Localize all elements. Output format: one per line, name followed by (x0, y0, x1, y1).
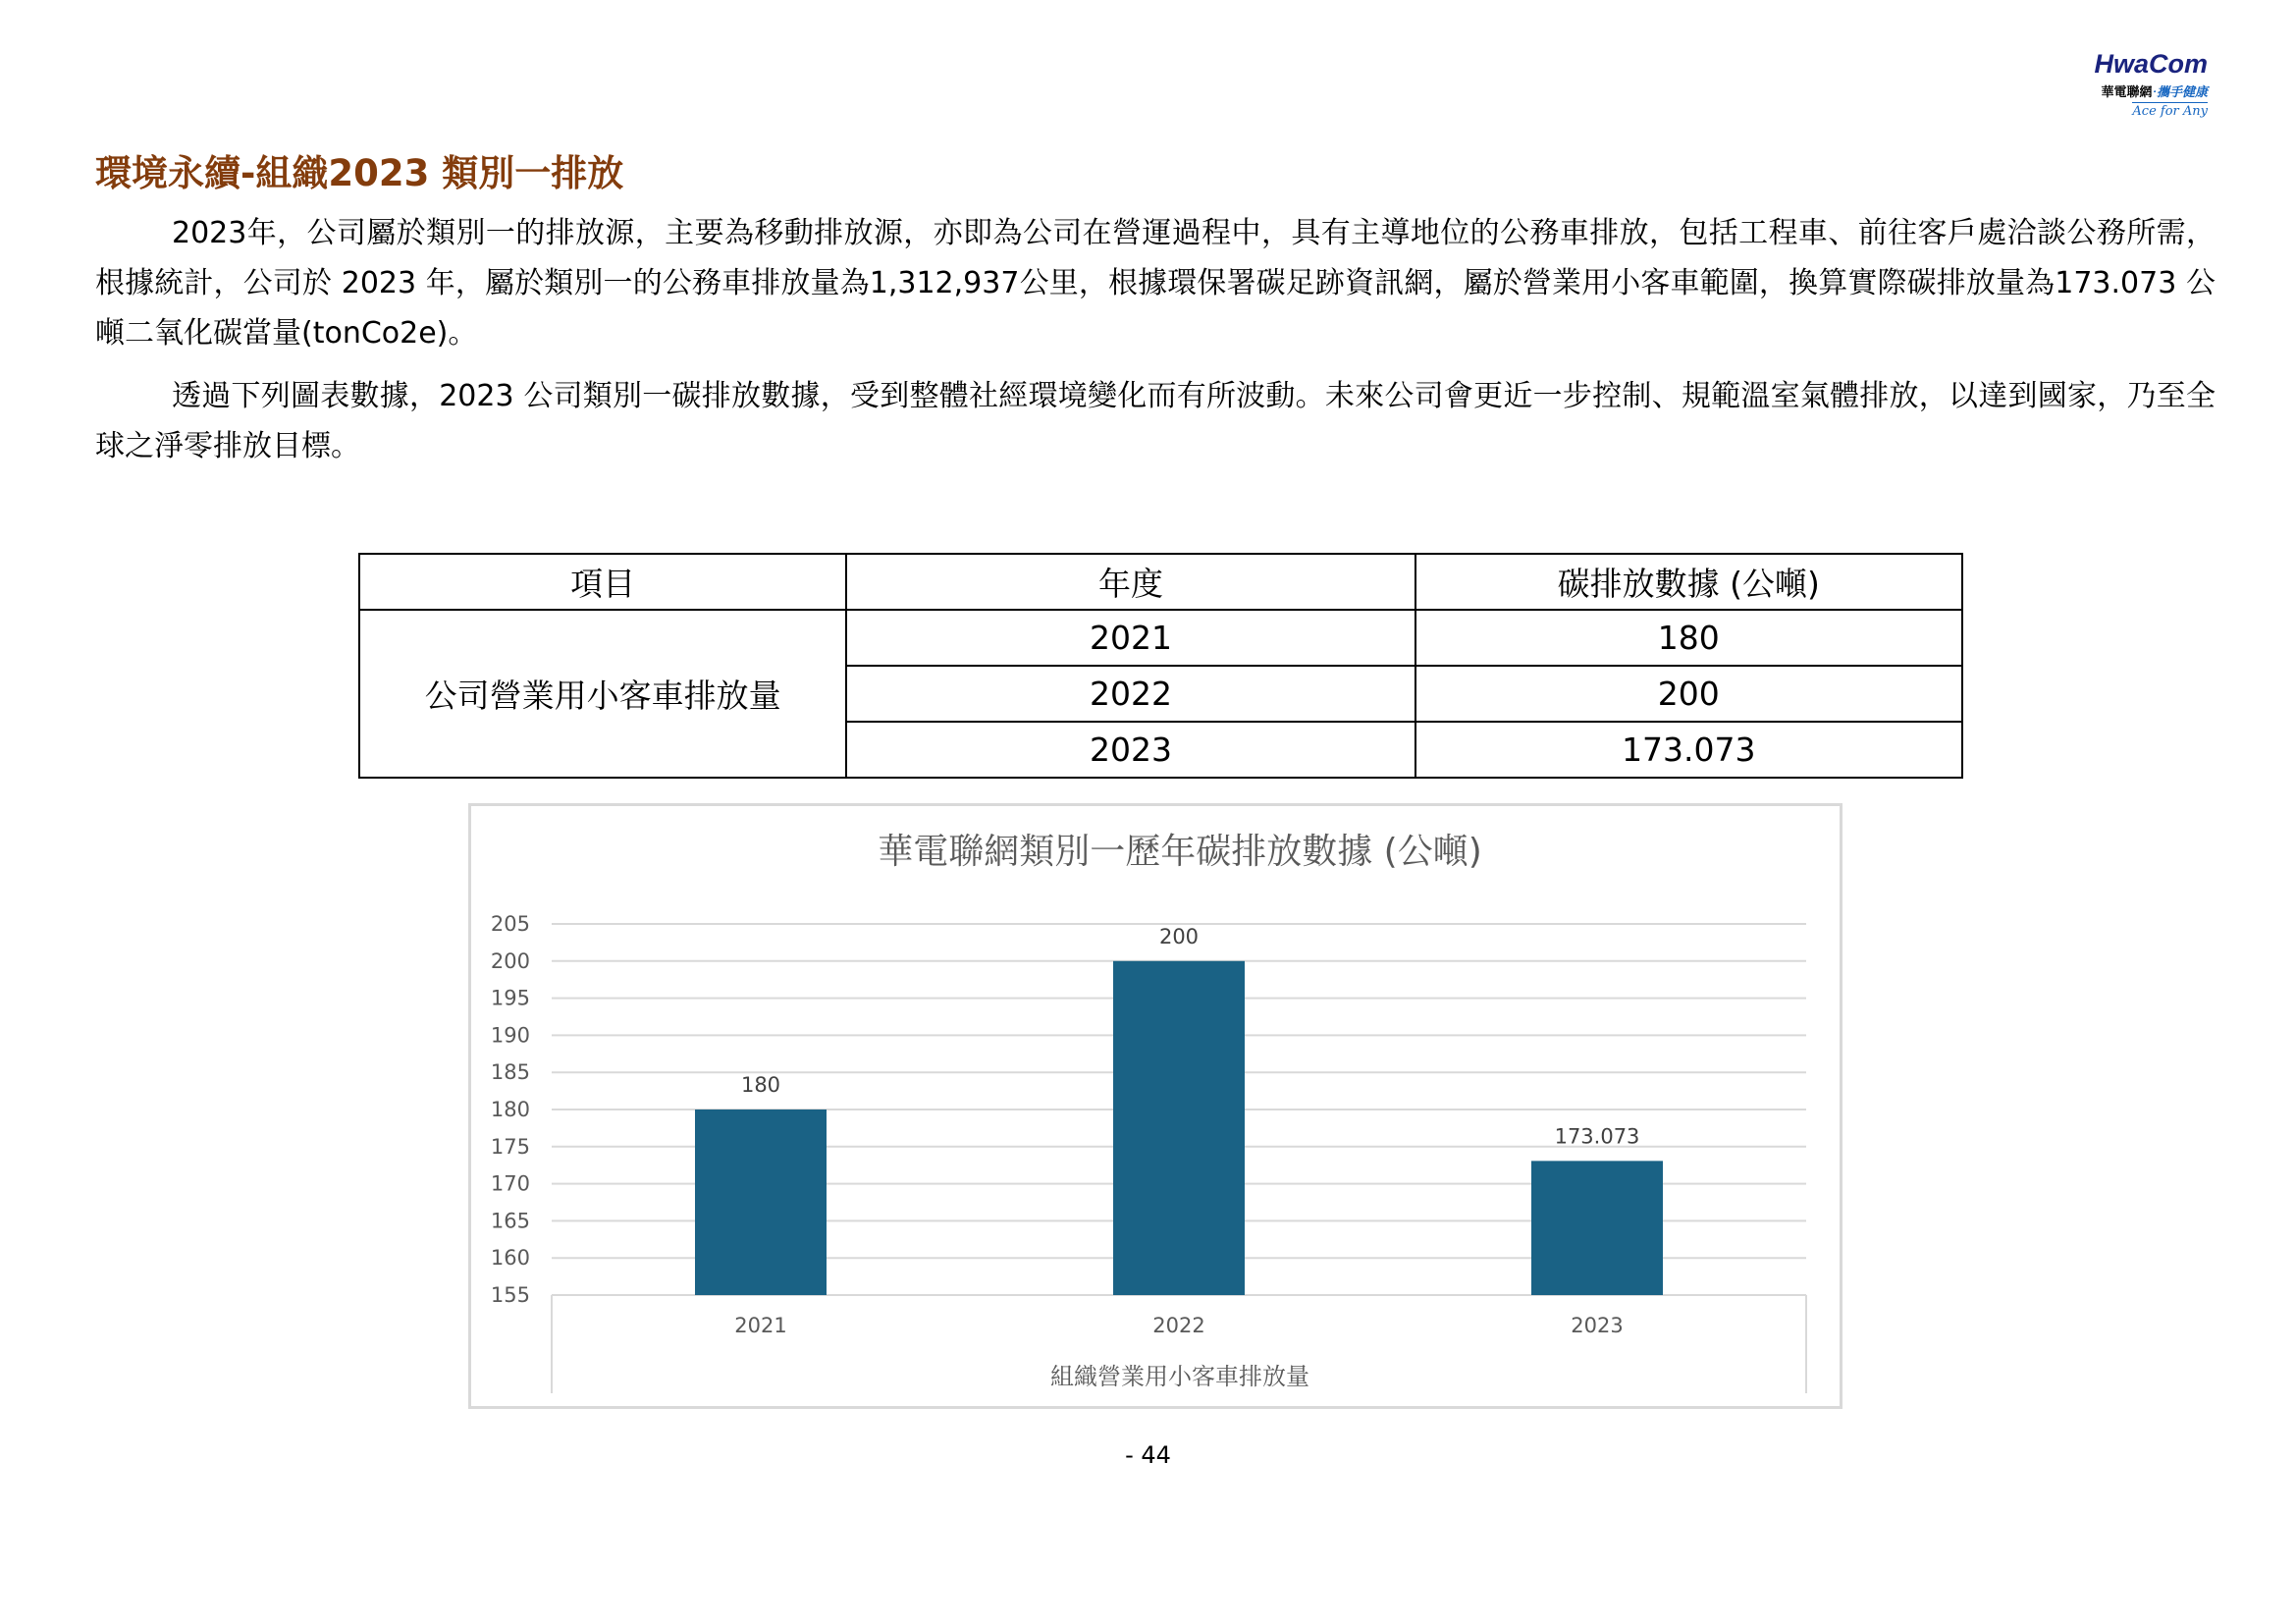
header-emission: 碳排放數據 (公噸) (1415, 554, 1962, 610)
bar-2021 (695, 1110, 827, 1295)
y-tick-label: 170 (490, 1171, 530, 1196)
x-tick-label: 2021 (734, 1314, 787, 1337)
chart-svg (471, 806, 1840, 1406)
header-year: 年度 (846, 554, 1415, 610)
y-tick-label: 175 (490, 1134, 530, 1159)
chart-title: 華電聯網類別一歷年碳排放數據 (公噸) (878, 832, 1482, 872)
section-heading: 環境永續-組織2023 類別一排放 (95, 152, 624, 194)
data-label: 180 (740, 1073, 781, 1097)
page-number: - 44 (1125, 1441, 1171, 1469)
company-logo (2051, 49, 2208, 119)
chart-x-axis-label: 組織營業用小客車排放量 (1050, 1363, 1309, 1390)
y-tick-label: 155 (490, 1283, 530, 1307)
logo-subtitle-accent: ‧攜手健康 (2152, 85, 2208, 100)
bar-2023 (1531, 1161, 1663, 1295)
y-tick-label: 160 (490, 1246, 530, 1271)
logo-subtitle-cn: 華電聯網 (2101, 85, 2153, 100)
emission-table (358, 553, 1963, 779)
emission-chart (468, 803, 1842, 1409)
table-year-cell: 2021 (846, 610, 1415, 666)
paragraph-outlook: 透過下列圖表數據，2023 公司類別一碳排放數據，受到整體社經環境變化而有所波動。未來公司會更近一步控制、規範溫室氣體排放，以達到國家，乃至全球之淨零排放目標。 (95, 379, 2216, 463)
y-tick-label: 200 (490, 948, 530, 973)
logo-subtitle (2051, 81, 2208, 100)
table-year-cell: 2023 (846, 722, 1415, 778)
table-item-cell: 公司營業用小客車排放量 (359, 610, 846, 778)
y-tick-label: 185 (490, 1060, 530, 1085)
table-row (359, 610, 1962, 666)
x-tick-label: 2022 (1152, 1314, 1205, 1337)
data-label: 173.073 (1554, 1124, 1640, 1149)
bar-2022 (1113, 961, 1245, 1295)
table-value-cell: 173.073 (1415, 722, 1962, 778)
paragraph-intro: 2023年，公司屬於類別一的排放源，主要為移動排放源，亦即為公司在營運過程中，具有主導地位的公務車排放，包括工程車、前往客戶處洽談公務所需，根據統計，公司於 2023 年，屬於類別一的公務車排放量為1,312,937公里，根據環保署碳足跡資訊網，屬於營業用小客車範圍，換算實際碳排放量為173.073 公噸二氧化碳當量(tonCo2e)。 (95, 216, 2216, 351)
logo-tagline: Ace for Any (2132, 104, 2208, 119)
y-tick-label: 190 (490, 1023, 530, 1048)
data-label: 200 (1158, 924, 1200, 948)
table-year-cell: 2022 (846, 666, 1415, 722)
y-tick-label: 195 (490, 986, 530, 1010)
y-tick-label: 165 (490, 1209, 530, 1233)
x-tick-label: 2023 (1571, 1314, 1624, 1337)
header-item: 項目 (359, 554, 846, 610)
logo-brand: HwaCom (2094, 49, 2208, 79)
y-tick-label: 180 (490, 1098, 530, 1121)
chart-y-axis (491, 912, 530, 1307)
table-value-cell: 200 (1415, 666, 1962, 722)
table-value-cell: 180 (1415, 610, 1962, 666)
y-tick-label: 205 (490, 912, 530, 936)
table-header-row (359, 554, 1962, 610)
chart-x-axis (734, 1314, 1623, 1337)
